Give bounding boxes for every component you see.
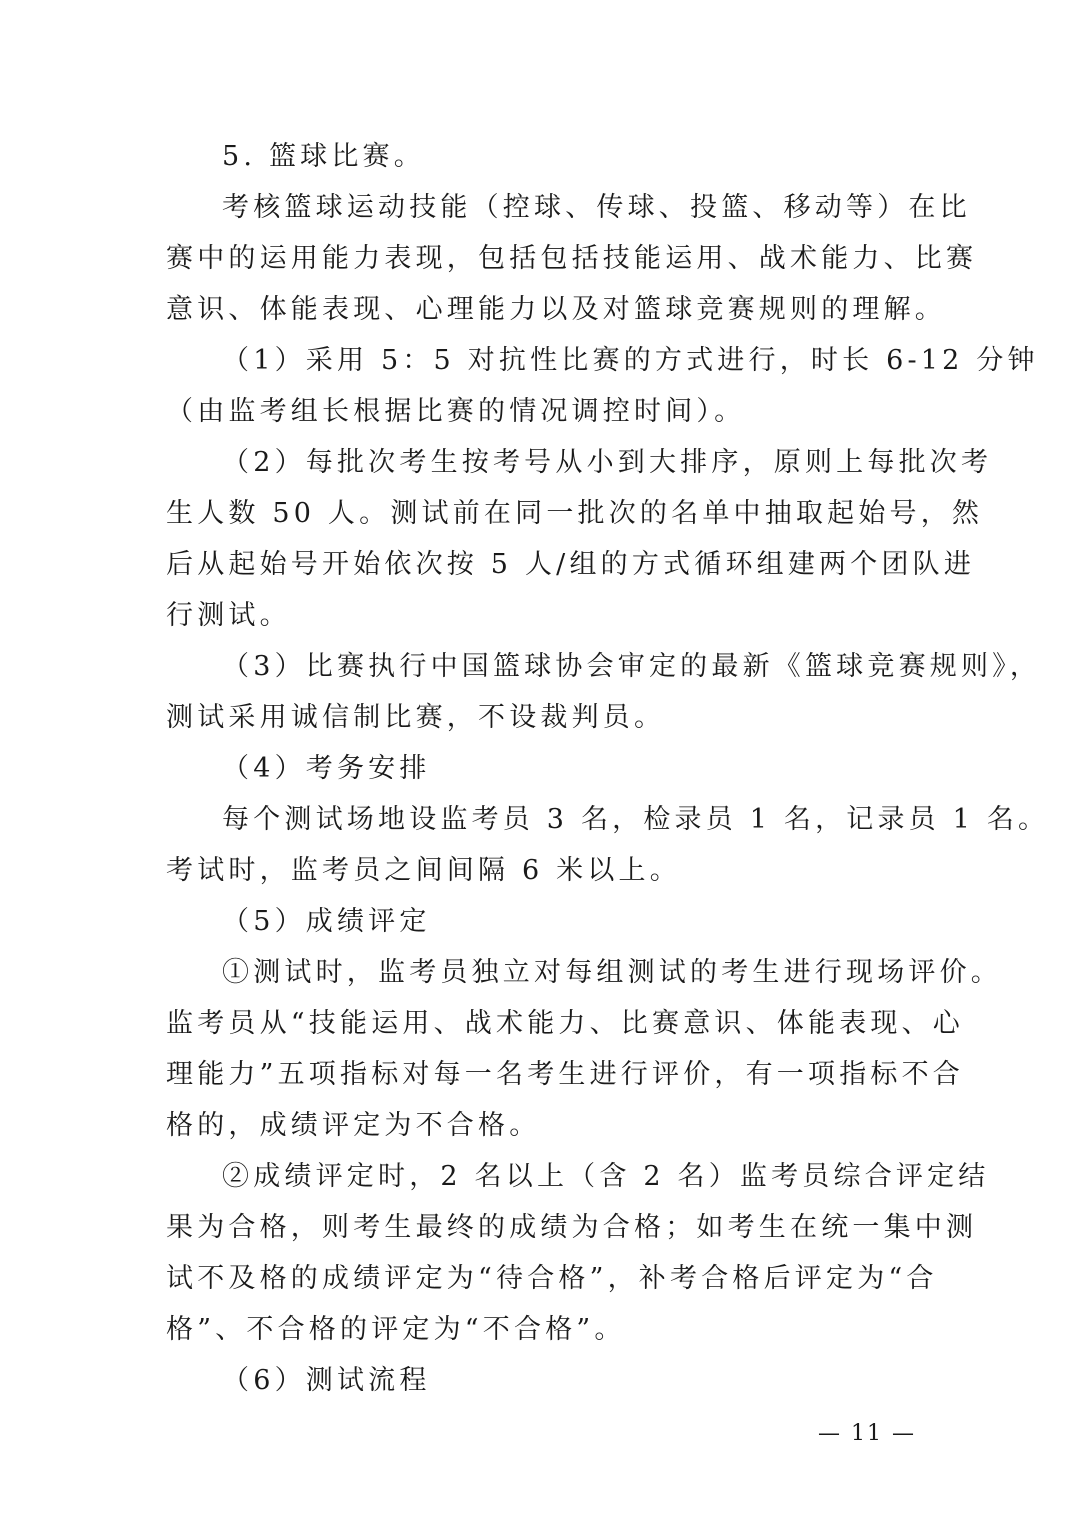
paragraph-line: 考试时，监考员之间间隔 6 米以上。 [166,855,681,886]
paragraph-line: 后从起始号开始依次按 5 人/组的方式循环组建两个团队进 [166,549,976,580]
paragraph-line: 理能力”五项指标对每一名考生进行评价，有一项指标不合 [166,1059,965,1090]
paragraph-line: （由监考组长根据比赛的情况调控时间）。 [166,396,746,427]
paragraph-line: 赛中的运用能力表现，包括包括技能运用、战术能力、比赛 [166,243,978,274]
paragraph-line: 测试采用诚信制比赛，不设裁判员。 [166,702,666,733]
paragraph-line: 果为合格，则考生最终的成绩为合格；如考生在统一集中测 [166,1212,978,1243]
page-number: — 11 — [818,1421,916,1446]
subheading-score-evaluation: （5）成绩评定 [222,906,431,937]
paragraph-line: 意识、体能表现、心理能力以及对篮球竞赛规则的理解。 [166,294,946,325]
paragraph-line: 行测试。 [166,600,291,631]
paragraph-line: 生人数 50 人。测试前在同一批次的名单中抽取起始号，然 [166,498,984,529]
subheading-test-process: （6）测试流程 [222,1365,431,1396]
paragraph-line: 监考员从“技能运用、战术能力、比赛意识、体能表现、心 [166,1008,965,1039]
paragraph-line: 每个测试场地设监考员 3 名，检录员 1 名，记录员 1 名。 [222,804,1050,835]
paragraph-line: （1）采用 5：5 对抗性比赛的方式进行，时长 6-12 分钟 [222,345,1039,376]
paragraph-line: 格的，成绩评定为不合格。 [166,1110,541,1141]
paragraph-line: 试不及格的成绩评定为“待合格”，补考合格后评定为“合 [166,1263,938,1294]
paragraph-line: 考核篮球运动技能（控球、传球、投篮、移动等）在比 [222,192,971,223]
paragraph-line: ②成绩评定时，2 名以上（含 2 名）监考员综合评定结 [222,1161,990,1192]
paragraph-line: 格”、不合格的评定为“不合格”。 [166,1314,626,1345]
section-heading-basketball: 5. 篮球比赛。 [222,141,425,172]
paragraph-line: ①测试时，监考员独立对每组测试的考生进行现场评价。 [222,957,1002,988]
subheading-exam-arrangement: （4）考务安排 [222,753,431,784]
paragraph-line: （3）比赛执行中国篮球协会审定的最新《篮球竞赛规则》， [222,651,1042,682]
paragraph-line: （2）每批次考生按考号从小到大排序，原则上每批次考 [222,447,993,478]
